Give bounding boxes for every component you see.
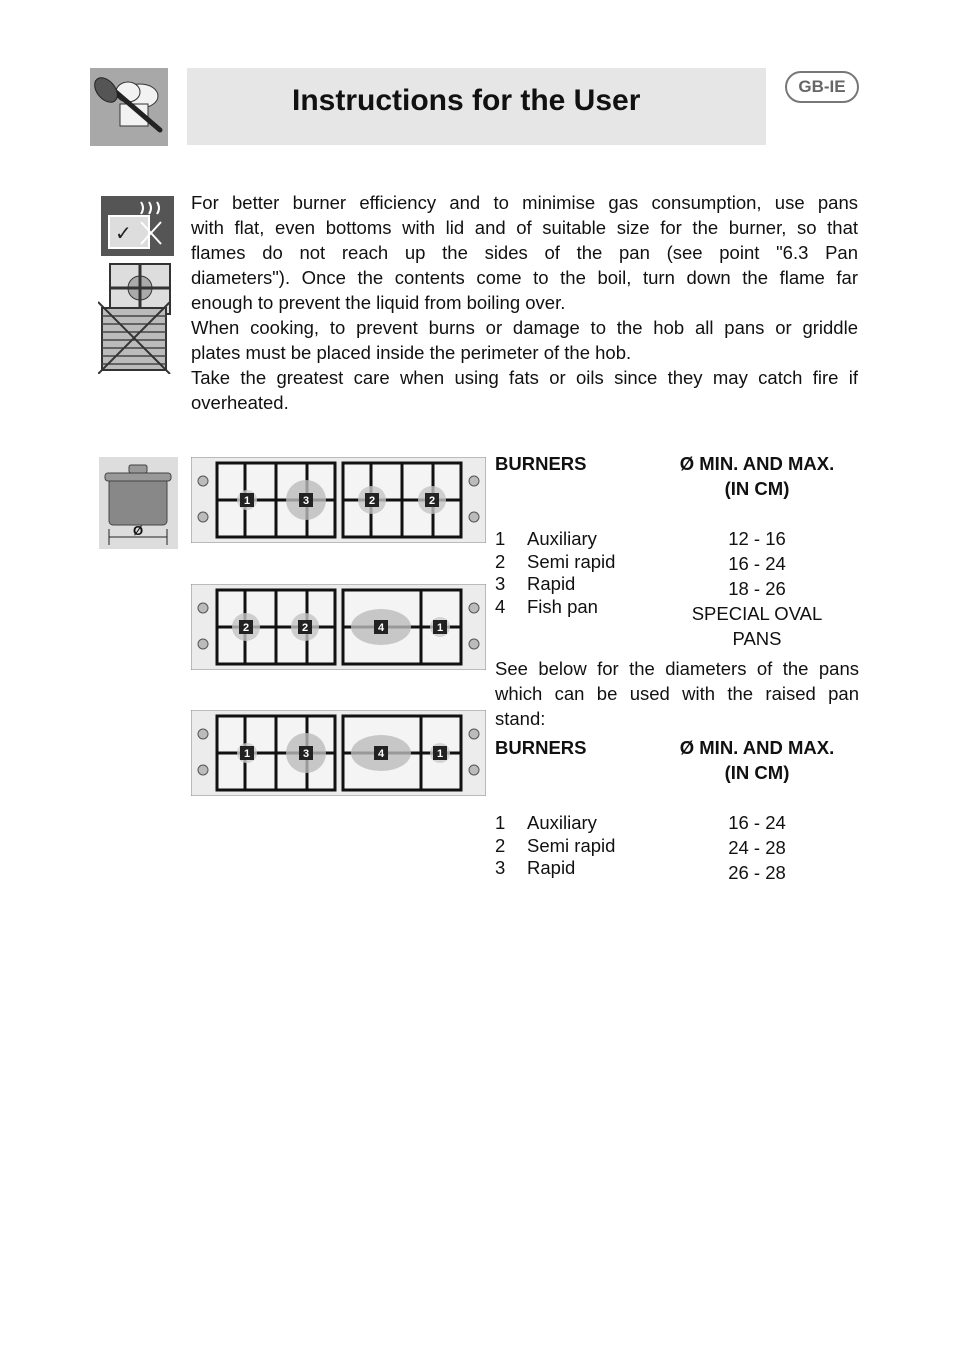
language-badge: GB-IE <box>785 71 859 103</box>
burner-label: 1 <box>243 495 251 507</box>
burner-name: Rapid <box>527 573 576 594</box>
burner-name: Semi rapid <box>527 835 616 856</box>
table-header-burners: BURNERS <box>495 453 587 474</box>
burner-range: 16 - 24 <box>728 553 786 574</box>
hob-diagram <box>191 584 486 670</box>
table-header-unit: (IN CM) <box>724 762 790 783</box>
intro-line: flames do not reach up the sides of the pan (see point "6.3 Pan <box>191 242 858 263</box>
burner-label: 2 <box>242 622 250 634</box>
pan-lid-icon <box>101 196 174 256</box>
burner-label: 3 <box>302 495 310 507</box>
burner-label: 2 <box>428 495 436 507</box>
intro-line: For better burner efficiency and to minimise gas consumption, use pans <box>191 192 858 213</box>
burner-label: 1 <box>243 748 251 760</box>
burner-range: 12 - 16 <box>728 528 786 549</box>
burner-label: 2 <box>301 622 309 634</box>
note-line: which can be used with the raised pan <box>495 683 859 704</box>
burner-range: 16 - 24 <box>728 812 786 833</box>
burner-label: 3 <box>302 748 310 760</box>
row-number: 3 <box>495 573 506 594</box>
intro-line: diameters"). Once the contents come to the boil, turn down the flame far <box>191 267 858 288</box>
burner-range: 24 - 28 <box>728 837 786 858</box>
note-line: stand: <box>495 708 546 729</box>
pan-diameter-icon <box>99 457 178 549</box>
burner-name: Auxiliary <box>527 812 597 833</box>
griddle-warning-icon <box>98 262 173 374</box>
row-number: 1 <box>495 528 506 549</box>
row-number: 4 <box>495 596 506 617</box>
diameter-label: Ø <box>133 523 144 538</box>
intro-line: plates must be placed inside the perimeter of the hob. <box>191 342 632 363</box>
burner-label: 4 <box>377 748 385 760</box>
row-number: 2 <box>495 835 506 856</box>
hob-diagram <box>191 710 486 796</box>
intro-line: Take the greatest care when using fats or oils since they may catch fire if <box>191 367 858 388</box>
note-line: See below for the diameters of the pans <box>495 658 859 679</box>
table-header-burners: BURNERS <box>495 737 587 758</box>
burner-label: 1 <box>436 622 444 634</box>
burner-name: Auxiliary <box>527 528 597 549</box>
table-header-unit: (IN CM) <box>724 478 790 499</box>
chef-spoon-logo <box>90 68 168 146</box>
chef-hat-spoon-icon <box>90 68 168 146</box>
raised-stand-note <box>495 656 859 731</box>
intro-line: overheated. <box>191 392 289 413</box>
burner-name: Semi rapid <box>527 551 616 572</box>
burner-label: 2 <box>368 495 376 507</box>
burner-label: 4 <box>377 622 385 634</box>
intro-paragraph <box>191 190 858 415</box>
svg-text:✓: ✓ <box>115 221 132 245</box>
burner-range-continued: PANS <box>732 628 782 649</box>
hob-diagram <box>191 457 486 543</box>
page-title: Instructions for the User <box>292 84 641 117</box>
burner-range: 18 - 26 <box>728 578 786 599</box>
row-number: 2 <box>495 551 506 572</box>
burner-name: Fish pan <box>527 596 598 617</box>
table-header-diameter: Ø MIN. AND MAX. <box>679 737 835 758</box>
table-header-diameter: Ø MIN. AND MAX. <box>679 453 835 474</box>
row-number: 3 <box>495 857 506 878</box>
burner-label: 1 <box>436 748 444 760</box>
burner-name: Rapid <box>527 857 576 878</box>
row-number: 1 <box>495 812 506 833</box>
intro-line: When cooking, to prevent burns or damage to the hob all pans or griddle <box>191 317 858 338</box>
intro-line: with flat, even bottoms with lid and of suitable size for the burner, so that <box>191 217 858 238</box>
intro-line: enough to prevent the liquid from boiling over. <box>191 292 566 313</box>
burner-range: 26 - 28 <box>728 862 786 883</box>
burner-range: SPECIAL OVAL <box>691 603 823 624</box>
